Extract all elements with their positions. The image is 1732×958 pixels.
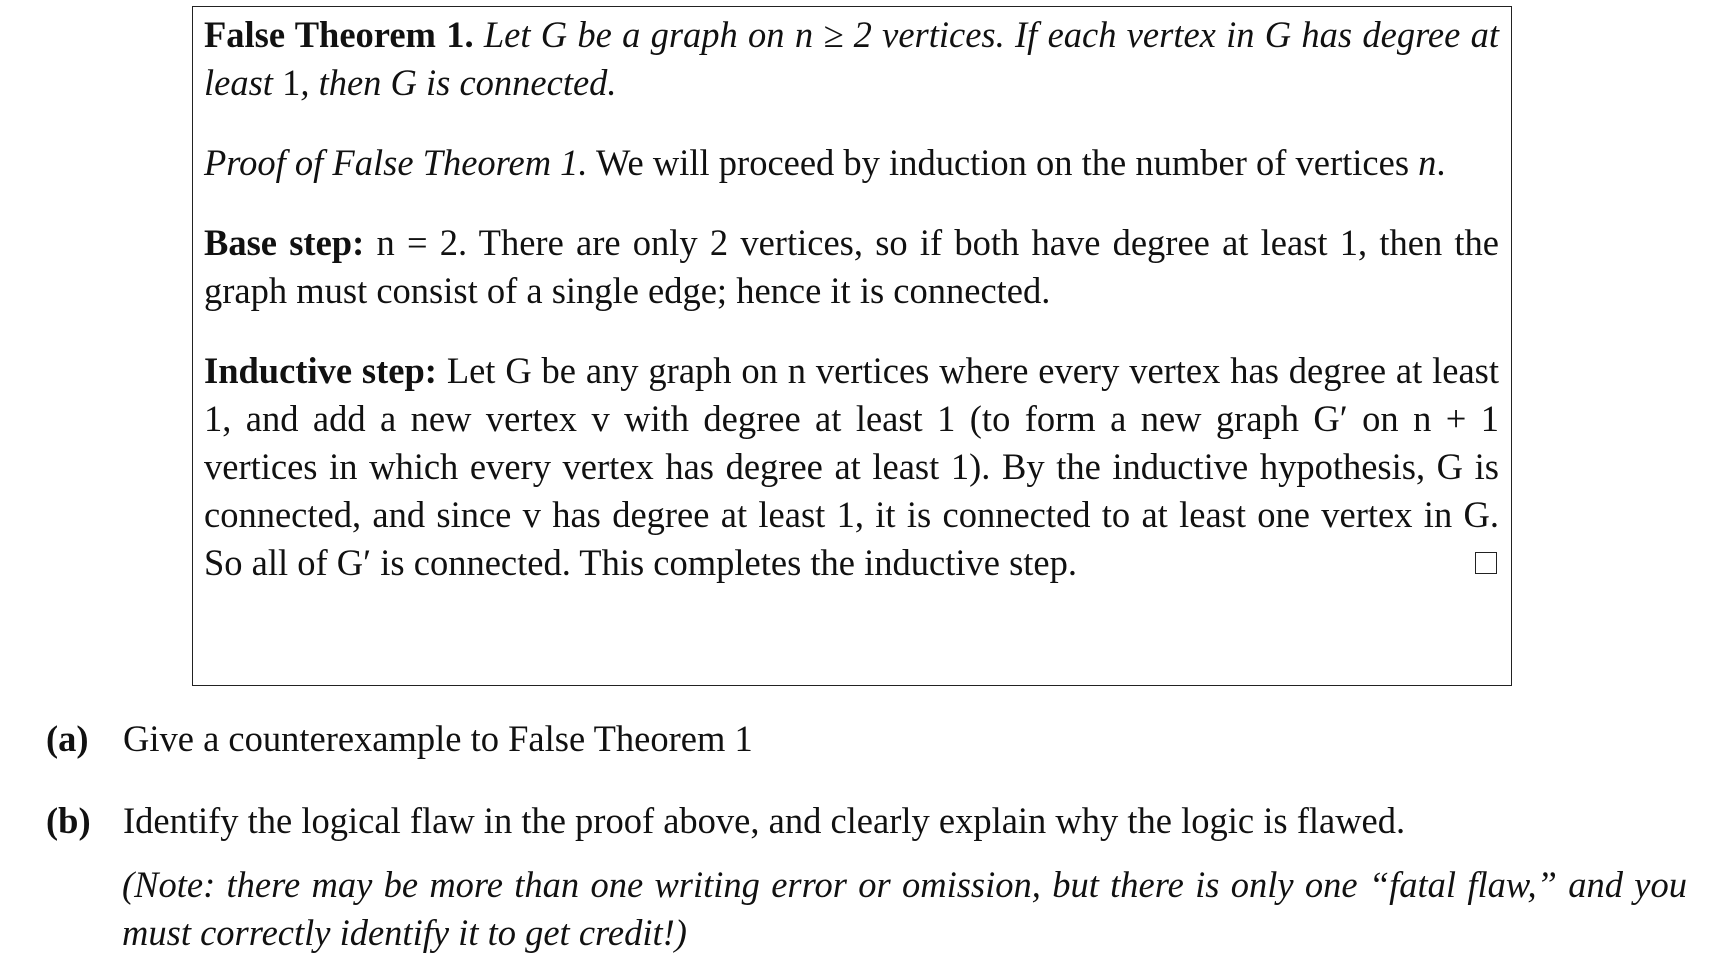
theorem-statement <box>204 11 1499 107</box>
question-a-text: Give a counterexample to False Theorem 1 <box>123 718 753 759</box>
proof-var-n: n <box>1418 142 1437 183</box>
theorem-text: Let G be a graph on n ≥ 2 vertices. If each vertex in G has degree at least <box>204 14 1499 103</box>
base-step-label: Base step: <box>204 222 365 263</box>
question-b-text: Identify the logical flaw in the proof above, and clearly explain why the logic is flawed. <box>123 800 1406 841</box>
note: (Note: there may be more than one writing error or omission, but there is only one “fatal flaw,” and you must correctly identify it to get credit!) <box>122 864 1687 953</box>
inductive-step-text: Let G be any graph on n vertices where every vertex has degree at least 1, and add a new vertex v with degree at least 1 (to form a new graph G′ on n + 1 vertices in which every vertex has degree at least 1). By the inductive hypothesis, G is connected, and since v has degree at least 1, it is connected to at least one vertex in G. So all of G′ is connected. This completes the inductive step. <box>204 350 1499 583</box>
proof-text: We will proceed by induction on the number of vertices <box>596 142 1419 183</box>
question-a-label: (a) <box>46 718 89 759</box>
question-a <box>46 715 753 763</box>
proof-label: Proof of False Theorem 1. <box>204 142 588 183</box>
inductive-step <box>204 347 1499 587</box>
inductive-step-label: Inductive step: <box>204 350 437 391</box>
proof-end: . <box>1436 142 1446 183</box>
theorem-one: 1 <box>282 62 301 103</box>
base-step <box>204 219 1499 315</box>
theorem-label: False Theorem 1. <box>204 14 474 55</box>
theorem-text-end: , then G is connected. <box>300 62 617 103</box>
theorem-box <box>192 6 1512 686</box>
qed-box-icon <box>1475 552 1497 574</box>
question-b-label: (b) <box>46 800 91 841</box>
base-step-text: n = 2. There are only 2 vertices, so if both have degree at least 1, then the graph must consist of a single edge; hence it is connected. <box>204 222 1500 311</box>
proof-intro <box>204 139 1499 187</box>
question-b <box>46 797 1405 845</box>
